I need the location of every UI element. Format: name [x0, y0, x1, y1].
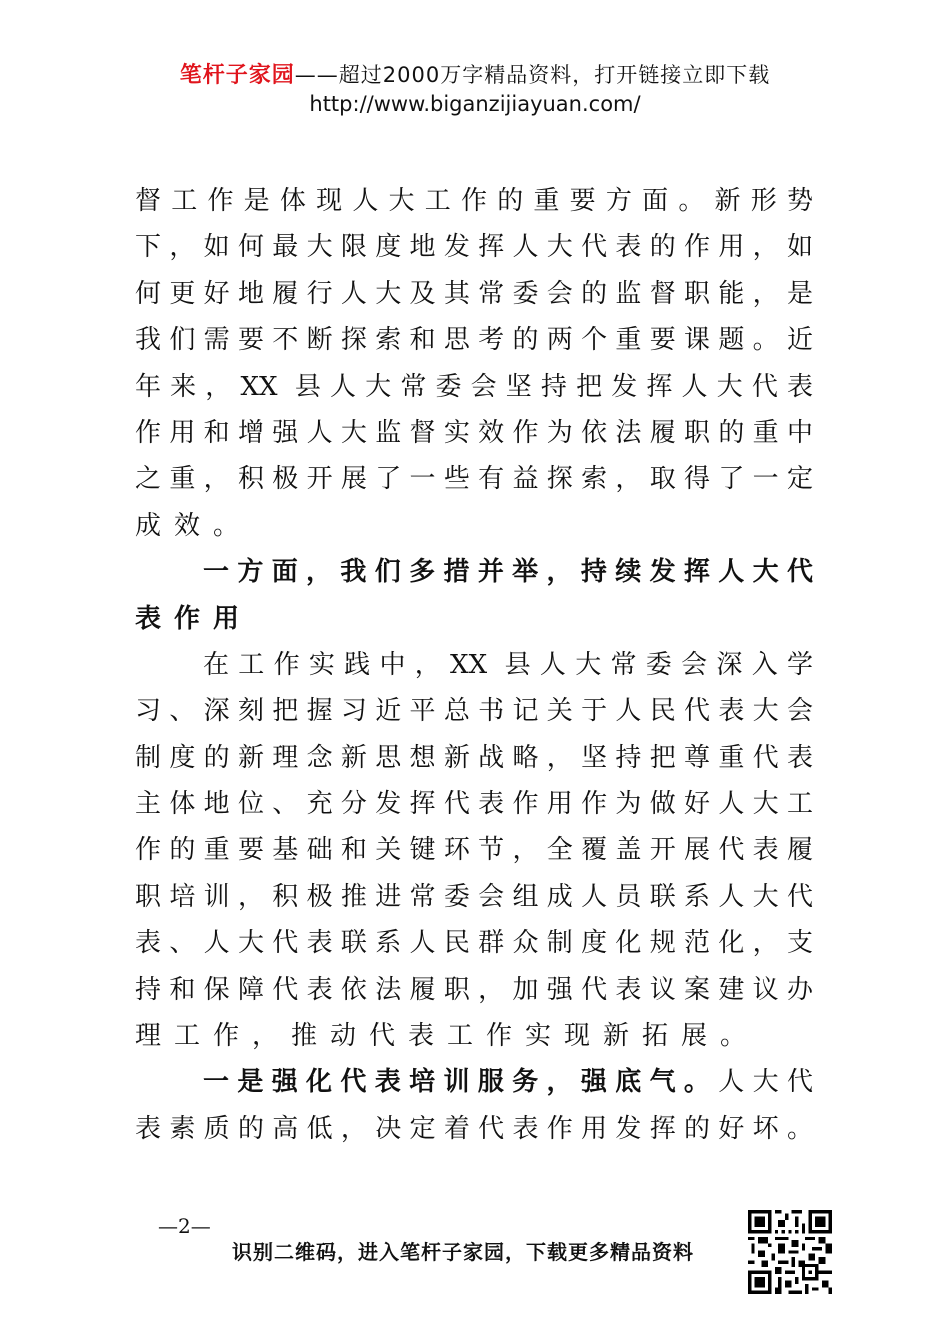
text-line: 表、人大代表联系人民群众制度化规范化，支 [135, 928, 813, 959]
header [0, 60, 950, 118]
qr-code-icon[interactable] [748, 1210, 832, 1294]
document-body [135, 178, 813, 1152]
text-line: 作用和增强人大监督实效作为依法履职的重中 [135, 417, 813, 448]
text-line: 在工作实践中，XX 县人大常委会深入学 [203, 649, 813, 680]
subheading-bold: 一是强化代表培训服务，强底气。 [203, 1067, 719, 1098]
tagline: ——超过2000万字精品资料，打开链接立即下载 [294, 63, 771, 87]
text-line: 之重，积极开展了一些有益探索，取得了一定 [135, 464, 813, 495]
text-line-mixed [135, 1059, 813, 1105]
text-line: 年来，XX 县人大常委会坚持把发挥人大代表 [135, 371, 813, 402]
text-line: 习、深刻把握习近平总书记关于人民代表大会 [135, 696, 813, 727]
text-line: 督工作是体现人大工作的重要方面。新形势 [135, 186, 813, 216]
text-line: 我们需要不断探索和思考的两个重要课题。近 [135, 325, 813, 356]
section-heading: 一方面，我们多措并举，持续发挥人大代 [203, 557, 813, 588]
text-line: 职培训，积极推进常委会组成人员联系人大代 [135, 881, 813, 912]
text-line: 成效。 [135, 510, 253, 541]
qr-caption: 识别二维码，进入笔杆子家园，下载更多精品资料 [232, 1240, 694, 1264]
text-line: 理工作，推动代表工作实现新拓展。 [135, 1021, 760, 1052]
header-line1 [0, 60, 950, 90]
site-url[interactable]: http://www.biganzijiayuan.com/ [309, 92, 641, 116]
text-line: 何更好地履行人大及其常委会的监督职能，是 [135, 278, 813, 309]
section-heading-cont: 表作用 [135, 603, 253, 634]
text-line: 制度的新理念新思想新战略，坚持把尊重代表 [135, 742, 813, 773]
text-continuation: 人大代 [718, 1067, 813, 1098]
page-number: —2— [158, 1214, 211, 1238]
brand-name: 笔杆子家园 [179, 62, 295, 88]
text-line: 主体地位、充分发挥代表作用作为做好人大工 [135, 789, 813, 820]
text-line: 下，如何最大限度地发挥人大代表的作用，如 [135, 232, 813, 263]
text-line: 作的重要基础和关键环节，全覆盖开展代表履 [135, 835, 813, 866]
text-line: 表素质的高低，决定着代表作用发挥的好坏。 [135, 1113, 813, 1144]
text-line: 持和保障代表依法履职，加强代表议案建议办 [135, 974, 813, 1005]
